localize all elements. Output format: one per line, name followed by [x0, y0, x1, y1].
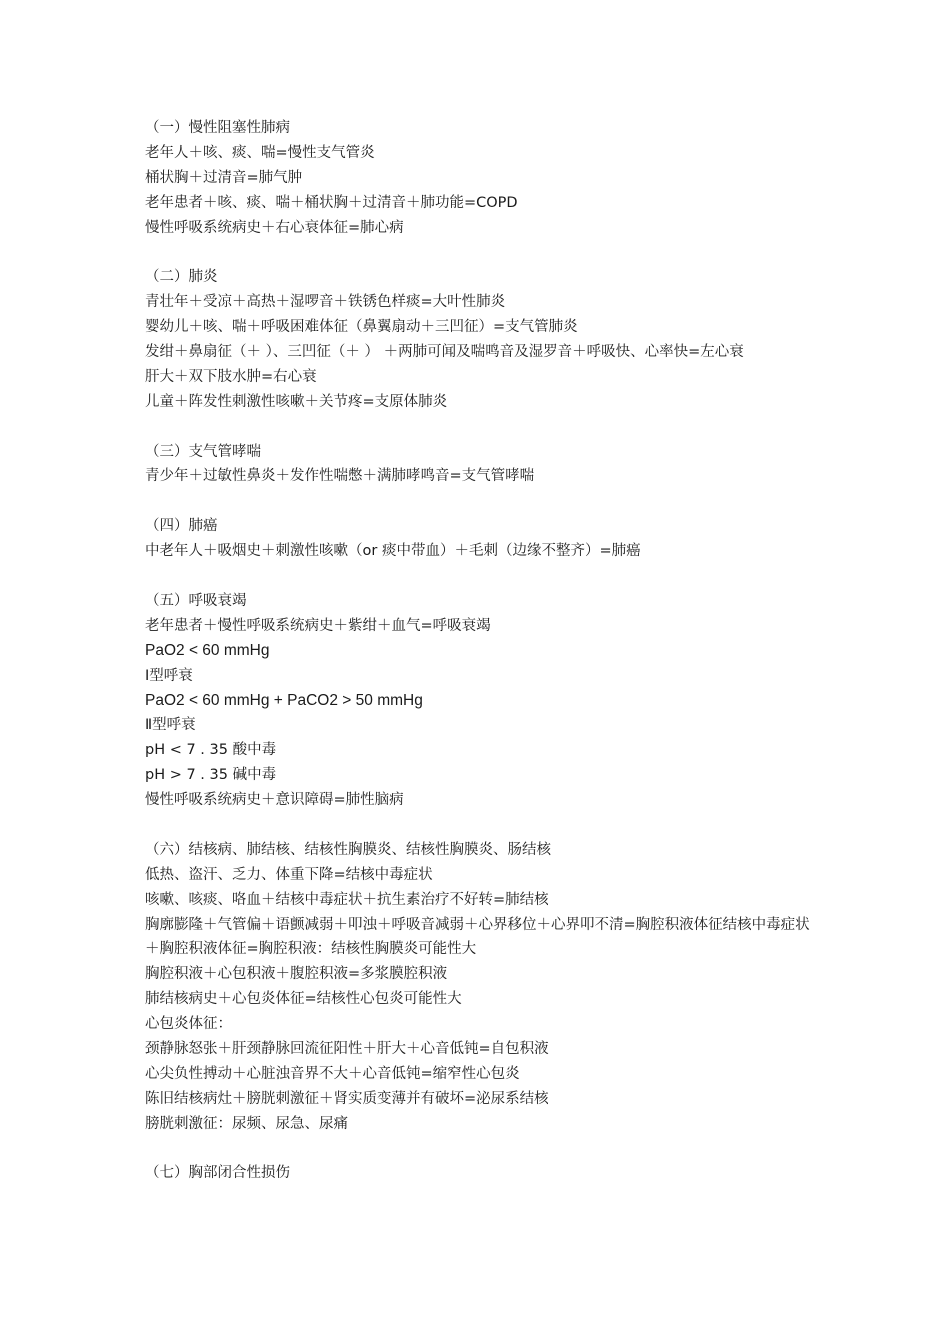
document-body — [145, 116, 815, 1186]
section-heading: （二）肺炎 — [145, 269, 218, 286]
formula-line: PaO2 < 60 mmHg — [145, 641, 270, 659]
text-line: 婴幼儿＋咳、喘＋呼吸困难体征（鼻翼扇动＋三凹征）=支气管肺炎 — [145, 319, 578, 336]
text-line: 桶状胸＋过清音=肺气肿 — [145, 169, 303, 186]
text-line: Ⅰ型呼衰 — [145, 667, 193, 684]
section-heading: （五）呼吸衰竭 — [145, 592, 247, 609]
formula-line: PaO2 < 60 mmHg + PaCO2 > 50 mmHg — [145, 691, 423, 709]
text-line: 胸腔积液＋心包积液＋腹腔积液=多浆膜腔积液 — [145, 966, 448, 983]
text-line: 儿童＋阵发性刺激性咳嗽＋关节疼=支原体肺炎 — [145, 393, 448, 410]
text-line: 低热、盗汗、乏力、体重下降=结核中毒症状 — [145, 866, 433, 883]
section-spacer — [145, 564, 815, 589]
text-line: 老年患者＋咳、痰、喘＋桶状胸＋过清音＋肺功能=COPD — [145, 194, 518, 211]
text-line: 中老年人＋吸烟史＋刺激性咳嗽（or 痰中带血）＋毛刺（边缘不整齐）=肺癌 — [145, 543, 641, 560]
text-line: 慢性呼吸系统病史＋意识障碍=肺性脑病 — [145, 792, 404, 809]
text-line: 咳嗽、咳痰、咯血＋结核中毒症状＋抗生素治疗不好转=肺结核 — [145, 891, 549, 908]
text-line: 慢性呼吸系统病史＋右心衰体征=肺心病 — [145, 219, 404, 236]
text-line: 发绀＋鼻扇征（＋ ）、三凹征（＋ ） ＋两肺可闻及喘鸣音及湿罗音＋呼吸快、心率快=左心衰 — [145, 344, 744, 361]
text-line: Ⅱ型呼衰 — [145, 717, 196, 734]
section-heading: （一）慢性阻塞性肺病 — [145, 120, 290, 136]
section-heading: （六）结核病、肺结核、结核性胸膜炎、结核性胸膜炎、肠结核 — [145, 841, 551, 858]
section-spacer — [145, 1137, 815, 1162]
section-heading: （四）肺癌 — [145, 518, 218, 535]
section-heading: （三）支气管哮喘 — [145, 443, 261, 460]
section-spacer — [145, 240, 815, 265]
text-line: 陈旧结核病灶＋膀胱刺激征＋肾实质变薄并有破坏=泌尿系结核 — [145, 1090, 549, 1107]
section-spacer — [145, 813, 815, 838]
text-line: 颈静脉怒张＋肝颈静脉回流征阳性＋肝大＋心音低钝=自包积液 — [145, 1041, 549, 1057]
text-line: 青少年＋过敏性鼻炎＋发作性喘憋＋满肺哮鸣音=支气管哮喘 — [145, 468, 535, 485]
text-line: 心尖负性搏动＋心脏浊音界不大＋心音低钝=缩窄性心包炎 — [145, 1065, 520, 1082]
text-line: 膀胱刺激征：尿频、尿急、尿痛 — [145, 1115, 348, 1132]
text-line: 肺结核病史＋心包炎体征=结核性心包炎可能性大 — [145, 991, 462, 1008]
text-line: 胸廓膨隆＋气管偏＋语颤减弱＋叩浊＋呼吸音减弱＋心界移位＋心界叩不清=胸腔积液体征结核中毒症状＋胸腔积液体征=胸腔积液：结核性胸膜炎可能性大 — [145, 916, 810, 958]
text-line: 老年患者＋慢性呼吸系统病史＋紫绀＋血气=呼吸衰竭 — [145, 617, 491, 634]
text-line: 老年人＋咳、痰、喘=慢性支气管炎 — [145, 144, 375, 161]
section-heading: （七）胸部闭合性损伤 — [145, 1165, 290, 1182]
text-line: 肝大＋双下肢水肿=右心衰 — [145, 368, 317, 385]
section-spacer — [145, 489, 815, 514]
text-line: 青壮年＋受凉＋高热＋湿啰音＋铁锈色样痰=大叶性肺炎 — [145, 294, 506, 311]
formula-line: pH > 7 . 35 碱中毒 — [145, 767, 277, 784]
section-spacer — [145, 415, 815, 440]
text-line: 心包炎体征： — [145, 1016, 232, 1033]
formula-line: pH < 7 . 35 酸中毒 — [145, 742, 277, 759]
